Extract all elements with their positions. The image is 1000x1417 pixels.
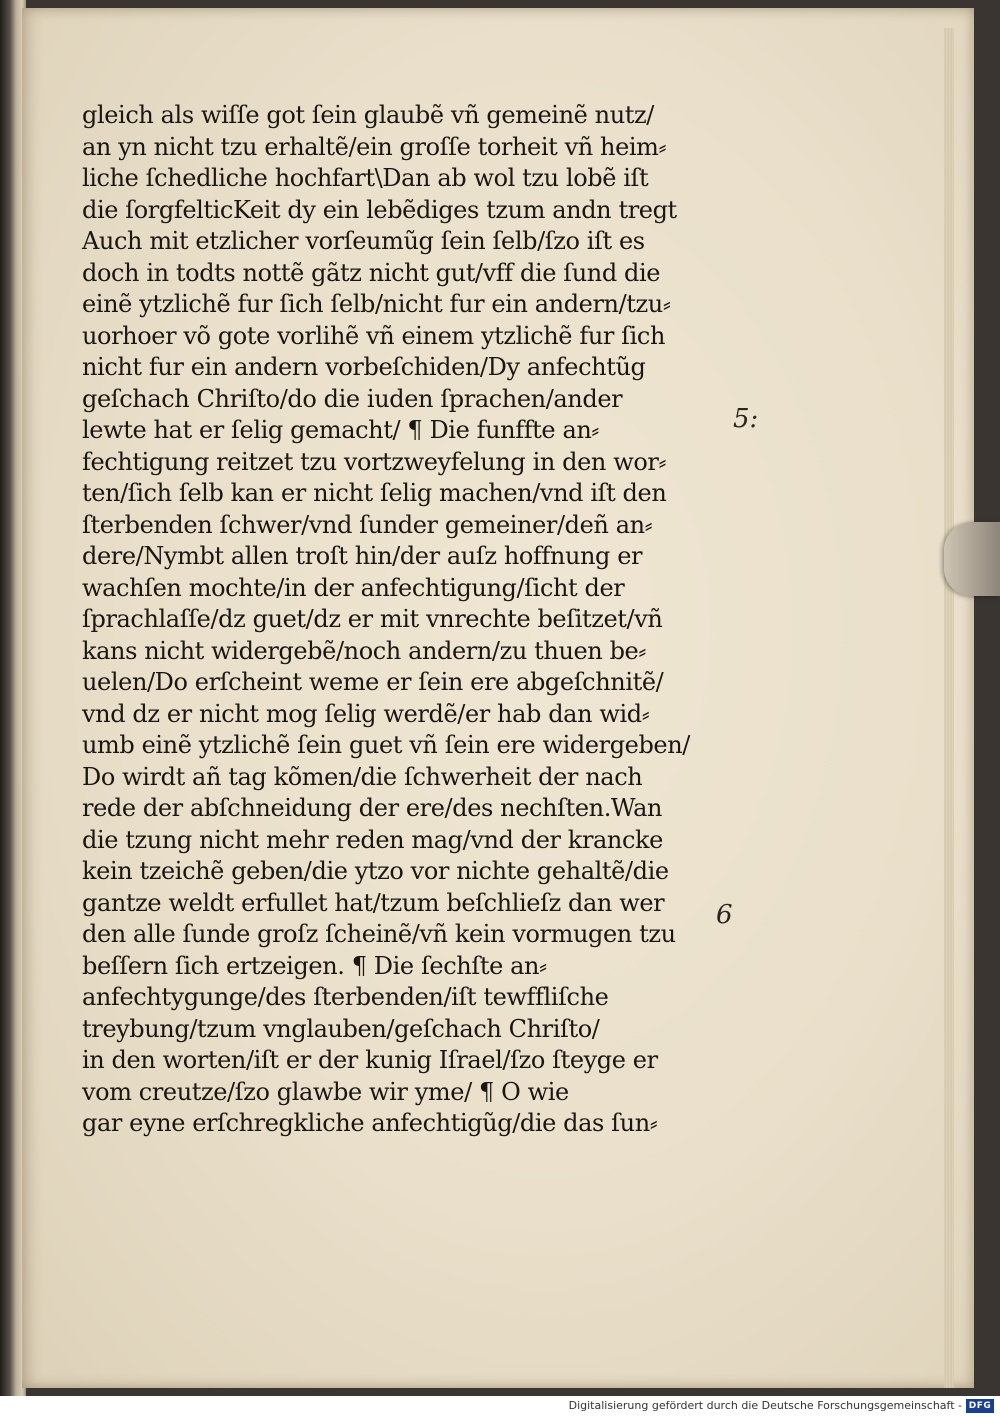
text-line: in den worten/iſt er der kunig Iſrael/ſzo ſteyge er [82,1046,658,1074]
text-line: uorhoer võ gote vorlihẽ vñ einem ytzlichẽ fur ſich [82,321,666,350]
text-line: die tzung nicht mehr reden mag/vnd der krancke [82,825,663,854]
printed-text-block [82,100,722,1140]
text-line: geſchach Chriſto/do die iuden ſprachen/ander [82,384,623,413]
text-line: gar eyne erſchregkliche anfechtigũg/die das ſun⸗ [82,1109,658,1137]
dfg-logo[interactable]: DFG [966,1399,994,1413]
funding-credit: Digitalisierung gefördert durch die Deutsche Forschungsgemeinschaft - [568,1399,962,1412]
text-line: uelen/Do erſcheint weme er ſein ere abgeſchnitẽ/ [82,668,664,696]
text-line: Auch mit etzlicher vorſeumũg ſein ſelb/ſzo iſt es [82,227,645,255]
text-line: anfechtygunge/des ſterbenden/iſt tewffliſche [82,983,609,1011]
text-line: den alle ſunde groſz ſcheinẽ/vñ kein vormugen tzu [82,920,676,948]
text-line: gleich als wiſſe got ſein glaubẽ vñ gemeinẽ nutz/ [82,101,654,129]
text-line: doch in todts nottẽ gãtz nicht gut/vff die ſund die [82,258,661,287]
text-line: beſſern ſich ertzeigen. ¶ Die ſechſte an⸗ [82,951,547,980]
text-line: lewte hat er ſelig gemacht/ ¶ Die funffte an⸗ [82,416,600,444]
text-line: vnd dz er nicht mog ſelig werdẽ/er hab dan wid⸗ [82,699,650,728]
text-line: dere/Nymbt allen troſt hin/der auſz hoffnung er [82,542,643,570]
margin-note-six: 6 [716,900,733,930]
text-line: gantze weldt erfullet hat/tzum beſchlieſz dan wer [82,888,665,917]
text-line: nicht fur ein andern vorbeſchiden/Dy anfechtũg [82,353,646,381]
margin-note-five: 5: [733,404,759,434]
text-line: treybung/tzum vnglauben/geſchach Chriſto/ [82,1014,600,1043]
text-line: wachſen mochte/in der anfechtigung/ſicht der [82,573,625,602]
page-clip-tab [944,522,1000,596]
text-line: ten/ſich ſelb kan er nicht ſelig machen/vnd iſt den [82,479,667,507]
text-line: umb einẽ ytzlichẽ ſein guet vñ ſein ere widergeben/ [82,731,690,759]
text-line: an yn nicht tzu erhaltẽ/ein groſſe torheit vñ heim⸗ [82,132,667,161]
text-line: ſterbenden ſchwer/vnd ſunder gemeiner/deñ an⸗ [82,510,653,539]
text-line: ſprachlaſſe/dz guet/dz er mit vnrechte beſitzet/vñ [82,605,663,633]
text-line: kans nicht widergebẽ/noch andern/zu thuen be⸗ [82,636,646,665]
text-line: die ſorgfelticKeit dy ein lebẽdiges tzum andn tregt [82,195,677,224]
text-line: rede der abſchneidung der ere/des nechſten.Wan [82,794,663,822]
text-line: Do wirdt añ tag kõmen/die ſchwerheit der nach [82,762,643,791]
footer-bar [0,1396,1000,1417]
page-stack-edges [944,28,954,1388]
text-line: vom creutze/ſzo glawbe wir yme/ ¶ O wie [82,1077,569,1106]
text-line: einẽ ytzlichẽ fur ſich ſelb/nicht fur ein andern/tzu⸗ [82,290,671,318]
text-line: fechtigung reitzet tzu vortzweyfelung in den wor⸗ [82,447,667,476]
text-line: liche ſchedliche hochfart\Dan ab wol tzu lobẽ iſt [82,164,649,192]
text-line: kein tzeichẽ geben/die ytzo vor nichte gehaltẽ/die [82,857,669,885]
